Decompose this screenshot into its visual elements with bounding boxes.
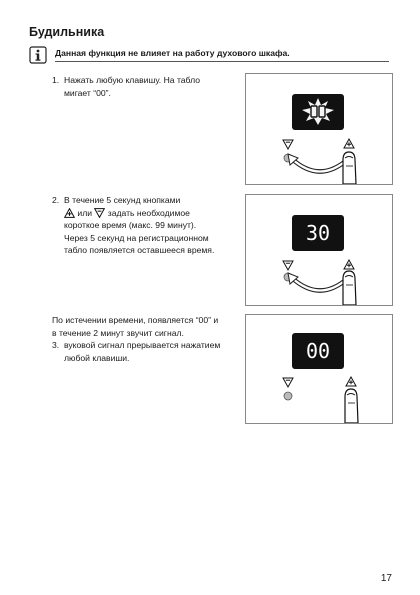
step-text-line: любой клавиши.	[64, 352, 130, 363]
step-text-line: По истечении времени, появляется “00” и	[52, 315, 219, 325]
display-value: 00	[305, 339, 331, 363]
plus-triangle-icon	[64, 208, 75, 218]
display-panel	[292, 333, 344, 369]
step-text-line: в течение 2 минут звучит сигнал.	[52, 327, 184, 338]
note-text: Данная функция не влияет на работу духового шкафа.	[55, 48, 290, 58]
minus-button[interactable]	[283, 140, 293, 149]
step-text-fragment: или	[75, 207, 95, 218]
step-number: 2.	[52, 195, 60, 205]
minus-key[interactable]	[284, 392, 292, 400]
step-text-line: табло появляется оставшееся время.	[64, 245, 215, 255]
finger-press-icon	[343, 271, 356, 305]
step-text-line: В течение 5 секунд кнопками	[64, 195, 181, 205]
step-2	[52, 194, 214, 257]
info-icon	[29, 46, 47, 64]
control-panel-1	[245, 73, 393, 185]
display-panel	[292, 94, 344, 130]
note-underline	[55, 61, 389, 62]
display-value: 30	[305, 221, 331, 245]
step-text-line: Нажать любую клавишу. На табло	[64, 75, 200, 85]
step-text-fragment: задать необходимое	[105, 207, 190, 218]
page-number: 17	[380, 573, 392, 584]
minus-triangle-icon	[94, 208, 105, 218]
page-title: Будильника	[29, 25, 105, 39]
control-panel-2	[245, 194, 393, 306]
step-text-line: мигает “00”.	[64, 87, 111, 98]
plus-button[interactable]	[346, 377, 356, 386]
step-text-line: короткое время (макс. 99 минут).	[64, 220, 197, 230]
finger-press-icon	[345, 389, 358, 423]
step-number: 1.	[52, 75, 60, 85]
info-note	[29, 46, 399, 64]
turn-arrow-icon	[288, 154, 348, 172]
step-3	[52, 314, 220, 364]
step-1	[52, 74, 200, 99]
control-panel-3	[245, 314, 393, 424]
plus-button[interactable]	[344, 260, 354, 269]
turn-arrow-icon	[288, 273, 348, 291]
step-number: 3.	[52, 340, 60, 350]
step-text-line: Через 5 секунд на регистрационном	[64, 232, 209, 243]
finger-press-icon	[343, 152, 356, 184]
plus-button[interactable]	[344, 139, 354, 148]
step-text-line: вуковой сигнал прерывается нажатием	[64, 340, 221, 350]
minus-button[interactable]	[283, 378, 293, 387]
minus-button[interactable]	[283, 261, 293, 270]
display-panel	[292, 215, 344, 251]
